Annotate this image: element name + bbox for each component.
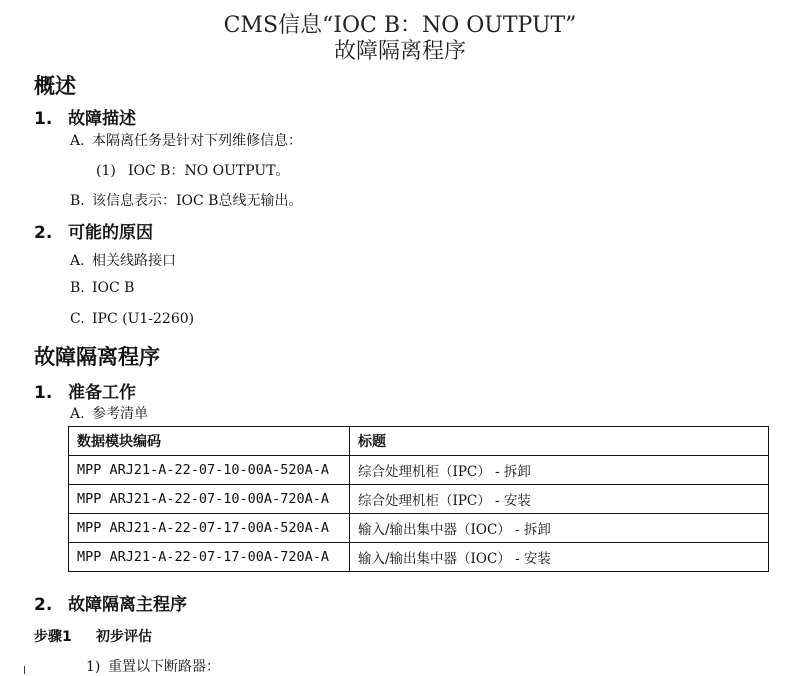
- table-header-row: [69, 427, 769, 456]
- list-marker: A.: [70, 406, 85, 422]
- list-item: [70, 403, 148, 423]
- sub-list-item: [96, 160, 290, 180]
- list-text: 参考清单: [92, 406, 148, 422]
- list-text: 本隔离任务是针对下列维修信息：: [92, 133, 302, 149]
- list-item: [70, 311, 194, 327]
- section-number: 2.: [34, 595, 53, 615]
- section-number: 1.: [34, 383, 53, 403]
- section-title: 故障描述: [68, 109, 136, 129]
- list-marker: 1): [86, 659, 101, 675]
- step-1-heading: [34, 626, 152, 646]
- title-cell: 输入/输出集中器（IOC） - 拆卸: [350, 514, 769, 543]
- step-title: 初步评估: [96, 629, 152, 645]
- list-item: [70, 190, 302, 210]
- dm-code-cell: MPP ARJ21-A-22-07-17-00A-520A-A: [69, 514, 350, 543]
- step-list-item: [86, 656, 220, 676]
- dm-code-cell: MPP ARJ21-A-22-07-10-00A-520A-A: [69, 456, 350, 485]
- table-row: [69, 514, 769, 543]
- table-row: [69, 543, 769, 572]
- fault-description-heading: [34, 104, 136, 129]
- title-cell: 综合处理机柜（IPC） - 拆卸: [350, 456, 769, 485]
- list-marker: B.: [70, 193, 85, 209]
- list-text: 重置以下断路器：: [108, 659, 220, 675]
- list-marker: (1): [96, 163, 116, 179]
- column-header-dm-code: 数据模块编码: [69, 427, 350, 456]
- section-title: 故障隔离主程序: [68, 595, 187, 615]
- main-procedure-heading: [34, 590, 187, 615]
- section-number: 1.: [34, 109, 53, 129]
- list-marker: A.: [70, 253, 85, 269]
- list-item: [70, 130, 302, 150]
- document-title: CMS信息“IOC B：NO OUTPUT”: [223, 13, 577, 38]
- preparation-heading: [34, 378, 136, 403]
- section-title: 准备工作: [68, 383, 136, 403]
- list-item: [70, 250, 176, 270]
- overview-heading: 概述: [34, 74, 76, 98]
- list-text: 该信息表示：IOC B总线无输出。: [92, 193, 303, 209]
- procedure-heading: 故障隔离程序: [34, 345, 160, 369]
- list-text: IOC B: [92, 280, 135, 296]
- reference-table: [68, 426, 769, 572]
- dm-code-cell: MPP ARJ21-A-22-07-17-00A-720A-A: [69, 543, 350, 572]
- section-title: 可能的原因: [68, 223, 153, 243]
- possible-causes-heading: [34, 218, 153, 243]
- list-text: IPC (U1-2260): [92, 311, 195, 327]
- list-text: IOC B：NO OUTPUT。: [128, 163, 290, 179]
- title-cell: 综合处理机柜（IPC） - 安装: [350, 485, 769, 514]
- table-row: [69, 456, 769, 485]
- list-text: 相关线路接口: [92, 253, 176, 269]
- column-header-title: 标题: [350, 427, 769, 456]
- list-item: [70, 280, 134, 296]
- list-marker: B.: [70, 280, 85, 296]
- list-marker: C.: [70, 311, 85, 327]
- margin-tick: [24, 666, 25, 674]
- step-label: 步骤1: [34, 629, 72, 645]
- table-row: [69, 485, 769, 514]
- list-marker: A.: [70, 133, 85, 149]
- title-cell: 输入/输出集中器（IOC） - 安装: [350, 543, 769, 572]
- dm-code-cell: MPP ARJ21-A-22-07-10-00A-720A-A: [69, 485, 350, 514]
- section-number: 2.: [34, 223, 53, 243]
- document-subtitle: 故障隔离程序: [333, 39, 466, 64]
